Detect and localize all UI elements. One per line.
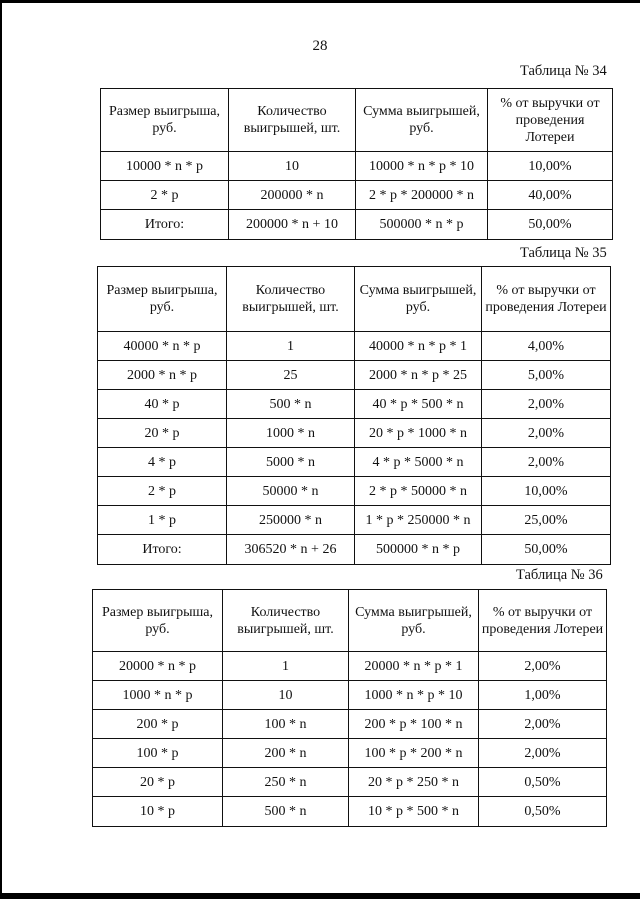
table-row: [98, 332, 611, 361]
table-34-header-row: [101, 89, 613, 152]
table-34: [100, 88, 613, 240]
table-cell: 2,00%: [479, 652, 607, 681]
table-cell: 20 * p * 250 * n: [349, 768, 479, 797]
table-cell: 2,00%: [479, 710, 607, 739]
table-cell: 0,50%: [479, 797, 607, 827]
table-cell: 50000 * n: [227, 477, 355, 506]
table-36-caption: Таблица № 36: [516, 567, 603, 583]
table-cell: 40,00%: [488, 181, 613, 210]
table-cell: 0,50%: [479, 768, 607, 797]
table-36: [92, 589, 607, 827]
table-cell: 500 * n: [227, 390, 355, 419]
table-cell: 20000 * n * p * 1: [349, 652, 479, 681]
header-cell: Сумма выигрышей, руб.: [355, 267, 482, 332]
table-cell: 2,00%: [479, 739, 607, 768]
table-cell: 2 * p * 50000 * n: [355, 477, 482, 506]
table-cell: 20 * p * 1000 * n: [355, 419, 482, 448]
table-row: [98, 390, 611, 419]
table-row: [93, 768, 607, 797]
table-row: [98, 361, 611, 390]
header-cell: Количество выигрышей, шт.: [229, 89, 356, 152]
table-cell: 10,00%: [488, 152, 613, 181]
table-cell: 4,00%: [482, 332, 611, 361]
table-cell: 100 * n: [223, 710, 349, 739]
table-cell: 1: [223, 652, 349, 681]
table-cell: 5000 * n: [227, 448, 355, 477]
table-cell: 1000 * n: [227, 419, 355, 448]
table-cell: 500 * n: [223, 797, 349, 827]
table-row: [93, 681, 607, 710]
table-cell: 40 * p * 500 * n: [355, 390, 482, 419]
table-cell: 1 * p * 250000 * n: [355, 506, 482, 535]
table-cell: 2 * p: [101, 181, 229, 210]
table-cell: 100 * p: [93, 739, 223, 768]
table-cell: 1000 * n * p: [93, 681, 223, 710]
table-cell: 2,00%: [482, 390, 611, 419]
table-35-caption: Таблица № 35: [520, 245, 607, 261]
table-cell: 2000 * n * p * 25: [355, 361, 482, 390]
table-cell: 10 * p: [93, 797, 223, 827]
table-cell: 5,00%: [482, 361, 611, 390]
header-cell: Сумма выигрышей, руб.: [349, 590, 479, 652]
table-cell: 50,00%: [482, 535, 611, 565]
table-row: [98, 477, 611, 506]
table-cell: 250 * n: [223, 768, 349, 797]
scan-edge-bottom: [0, 893, 640, 899]
table-row: [93, 710, 607, 739]
table-cell: 2,00%: [482, 448, 611, 477]
table-row: [98, 419, 611, 448]
table-cell: 200 * p * 100 * n: [349, 710, 479, 739]
table-row-total: [98, 535, 611, 565]
table-cell: 306520 * n + 26: [227, 535, 355, 565]
table-cell: 2,00%: [482, 419, 611, 448]
table-36-header-row: [93, 590, 607, 652]
table-35: [97, 266, 611, 565]
table-cell: 500000 * n * p: [356, 210, 488, 240]
table-cell: 10000 * n * p * 10: [356, 152, 488, 181]
header-cell: % от выручки от проведения Лотереи: [479, 590, 607, 652]
table-row: [98, 506, 611, 535]
table-cell: 50,00%: [488, 210, 613, 240]
table-cell: 10,00%: [482, 477, 611, 506]
header-cell: % от выручки от проведения Лотереи: [488, 89, 613, 152]
table-cell: 10: [223, 681, 349, 710]
table-cell: 1000 * n * p * 10: [349, 681, 479, 710]
table-cell: 4 * p * 5000 * n: [355, 448, 482, 477]
table-cell: 10 * p * 500 * n: [349, 797, 479, 827]
table-cell: 200 * p: [93, 710, 223, 739]
table-cell: 1,00%: [479, 681, 607, 710]
table-row: [93, 739, 607, 768]
table-row: [93, 652, 607, 681]
header-cell: Количество выигрышей, шт.: [227, 267, 355, 332]
table-cell: 250000 * n: [227, 506, 355, 535]
table-cell: 200000 * n + 10: [229, 210, 356, 240]
table-cell: 200 * n: [223, 739, 349, 768]
table-35-header-row: [98, 267, 611, 332]
header-cell: Сумма выигрышей, руб.: [356, 89, 488, 152]
table-cell: 2 * p: [98, 477, 227, 506]
header-cell: Размер выигрыша, руб.: [93, 590, 223, 652]
header-cell: Размер выигрыша, руб.: [101, 89, 229, 152]
table-row: [101, 152, 613, 181]
table-row-total: [101, 210, 613, 240]
table-cell: 10000 * n * p: [101, 152, 229, 181]
header-cell: Размер выигрыша, руб.: [98, 267, 227, 332]
table-cell: 2000 * n * p: [98, 361, 227, 390]
table-cell: 2 * p * 200000 * n: [356, 181, 488, 210]
table-cell: 10: [229, 152, 356, 181]
table-cell: 20 * p: [93, 768, 223, 797]
table-row: [93, 797, 607, 827]
table-cell: 40000 * n * p: [98, 332, 227, 361]
table-row: [98, 448, 611, 477]
page-number: 28: [312, 38, 328, 54]
table-cell: 1 * p: [98, 506, 227, 535]
table-cell: 40 * p: [98, 390, 227, 419]
header-cell: % от выручки от проведения Лотереи: [482, 267, 611, 332]
table-cell: 200000 * n: [229, 181, 356, 210]
table-cell: 4 * p: [98, 448, 227, 477]
table-cell: 100 * p * 200 * n: [349, 739, 479, 768]
table-cell: Итого:: [98, 535, 227, 565]
table-cell: 1: [227, 332, 355, 361]
table-cell: 40000 * n * p * 1: [355, 332, 482, 361]
table-cell: 25,00%: [482, 506, 611, 535]
table-cell: 20000 * n * p: [93, 652, 223, 681]
scan-edge-left: [0, 0, 2, 899]
table-row: [101, 181, 613, 210]
scan-edge-top: [0, 0, 640, 3]
table-cell: 20 * p: [98, 419, 227, 448]
table-cell: Итого:: [101, 210, 229, 240]
header-cell: Количество выигрышей, шт.: [223, 590, 349, 652]
table-34-caption: Таблица № 34: [520, 63, 607, 79]
table-cell: 500000 * n * p: [355, 535, 482, 565]
table-cell: 25: [227, 361, 355, 390]
